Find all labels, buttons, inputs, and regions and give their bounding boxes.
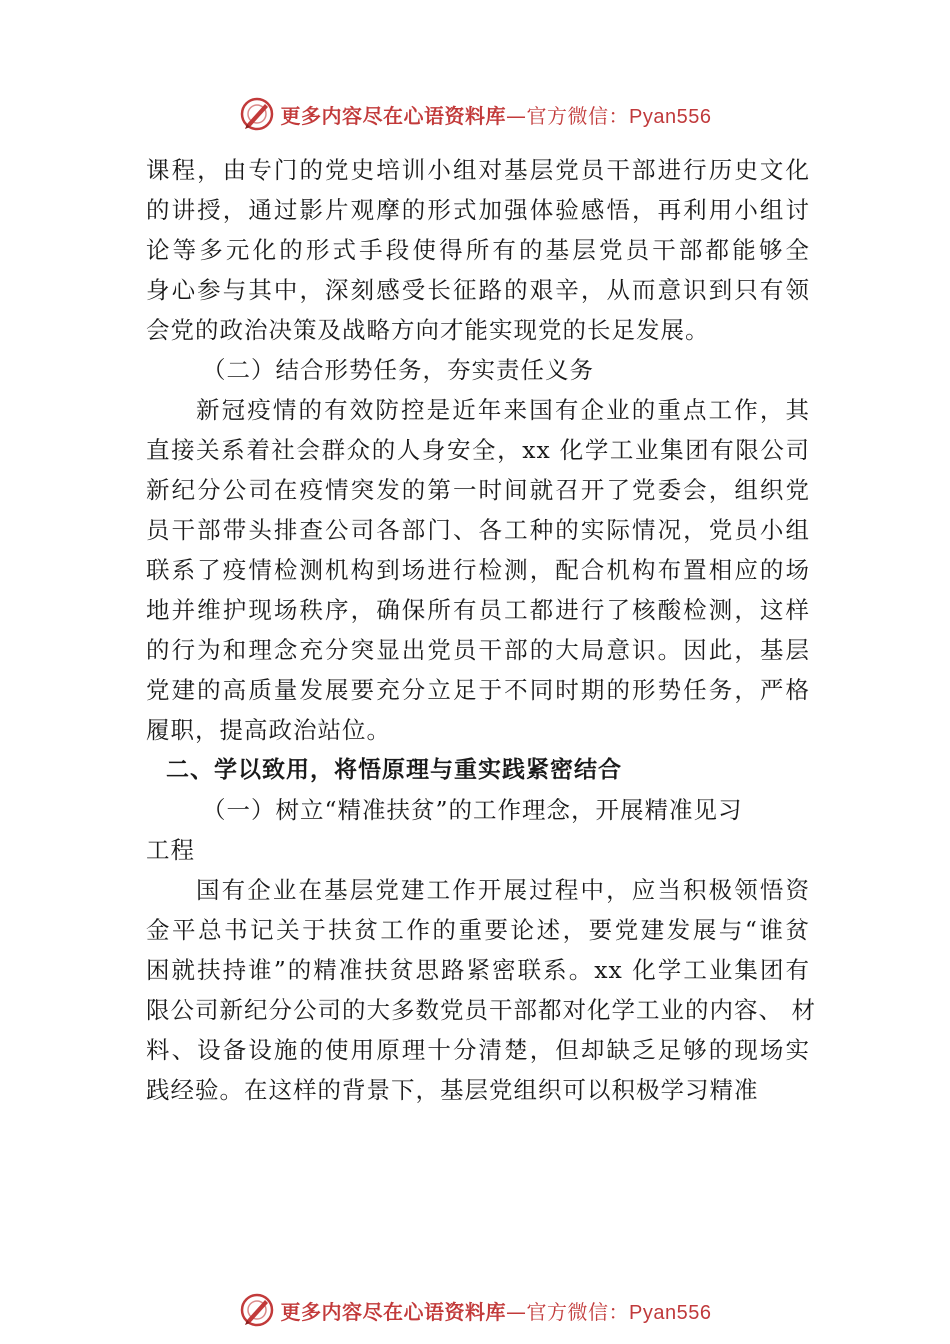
paragraph-line: 料、设备设施的使用原理十分清楚，但却缺乏足够的现场实 bbox=[146, 1036, 810, 1064]
footer-banner-title: 更多内容尽在心语资料库 bbox=[280, 1299, 507, 1324]
paragraph-line: 困就扶持谁”的精准扶贫思路紧密联系。xx 化学工业集团有 bbox=[146, 956, 810, 984]
paragraph-line: 直接关系着社会群众的人身安全，xx 化学工业集团有限公司 bbox=[146, 436, 810, 464]
paragraph-line: 党建的高质量发展要充分立足于不同时期的形势任务，严格 bbox=[146, 676, 810, 704]
header-banner-label: —官方微信： bbox=[506, 103, 630, 128]
section-heading: 二、学以致用，将悟原理与重实践紧密结合 bbox=[166, 757, 622, 783]
paragraph-line: 身心参与其中，深刻感受长征路的艰辛，从而意识到只有领 bbox=[146, 276, 810, 304]
header-banner-text bbox=[281, 100, 712, 129]
subsection-heading-continuation: 工程 bbox=[146, 836, 195, 864]
footer-banner bbox=[0, 1290, 950, 1330]
paragraph-line: 联系了疫情检测机构到场进行检测，配合机构布置相应的场 bbox=[146, 556, 810, 584]
document-body bbox=[146, 150, 816, 1110]
paragraph-line: 履职，提高政治站位。 bbox=[146, 716, 391, 744]
paragraph-line: 限公司新纪分公司的大多数党员干部都对化学工业的内容、 材 bbox=[146, 996, 816, 1024]
pen-logo-icon bbox=[239, 96, 275, 132]
paragraph-line: 国有企业在基层党建工作开展过程中，应当积极领悟资 bbox=[196, 876, 810, 904]
footer-banner-label: —官方微信： bbox=[506, 1299, 630, 1324]
footer-banner-text bbox=[281, 1296, 712, 1325]
subsection-heading: （一）树立“精准扶贫”的工作理念，开展精准见习 bbox=[202, 796, 743, 824]
footer-banner-wechat-id: Pyan556 bbox=[629, 1301, 712, 1324]
paragraph-line: 地并维护现场秩序，确保所有员工都进行了核酸检测，这样 bbox=[146, 596, 810, 624]
pen-logo-icon bbox=[239, 1292, 275, 1328]
subsection-heading: （二）结合形势任务，夯实责任义务 bbox=[202, 356, 594, 384]
paragraph-line: 金平总书记关于扶贫工作的重要论述，要党建发展与“谁贫 bbox=[146, 916, 810, 944]
header-banner bbox=[0, 94, 950, 134]
paragraph-line: 会党的政治决策及战略方向才能实现党的长足发展。 bbox=[146, 316, 710, 344]
header-banner-title: 更多内容尽在心语资料库 bbox=[280, 103, 507, 128]
paragraph-line: 论等多元化的形式手段使得所有的基层党员干部都能够全 bbox=[146, 236, 810, 264]
paragraph-line: 新冠疫情的有效防控是近年来国有企业的重点工作，其 bbox=[196, 396, 810, 424]
header-banner-wechat-id: Pyan556 bbox=[629, 105, 712, 128]
paragraph-line: 践经验。在这样的背景下，基层党组织可以积极学习精准 bbox=[146, 1076, 759, 1104]
paragraph-line: 员干部带头排查公司各部门、各工种的实际情况，党员小组 bbox=[146, 516, 810, 544]
paragraph-line: 的行为和理念充分突显出党员干部的大局意识。因此，基层 bbox=[146, 636, 810, 664]
paragraph-line: 的讲授，通过影片观摩的形式加强体验感悟，再利用小组讨 bbox=[146, 196, 810, 224]
paragraph-line: 新纪分公司在疫情突发的第一时间就召开了党委会，组织党 bbox=[146, 476, 810, 504]
paragraph-line: 课程，由专门的党史培训小组对基层党员干部进行历史文化 bbox=[146, 156, 810, 184]
